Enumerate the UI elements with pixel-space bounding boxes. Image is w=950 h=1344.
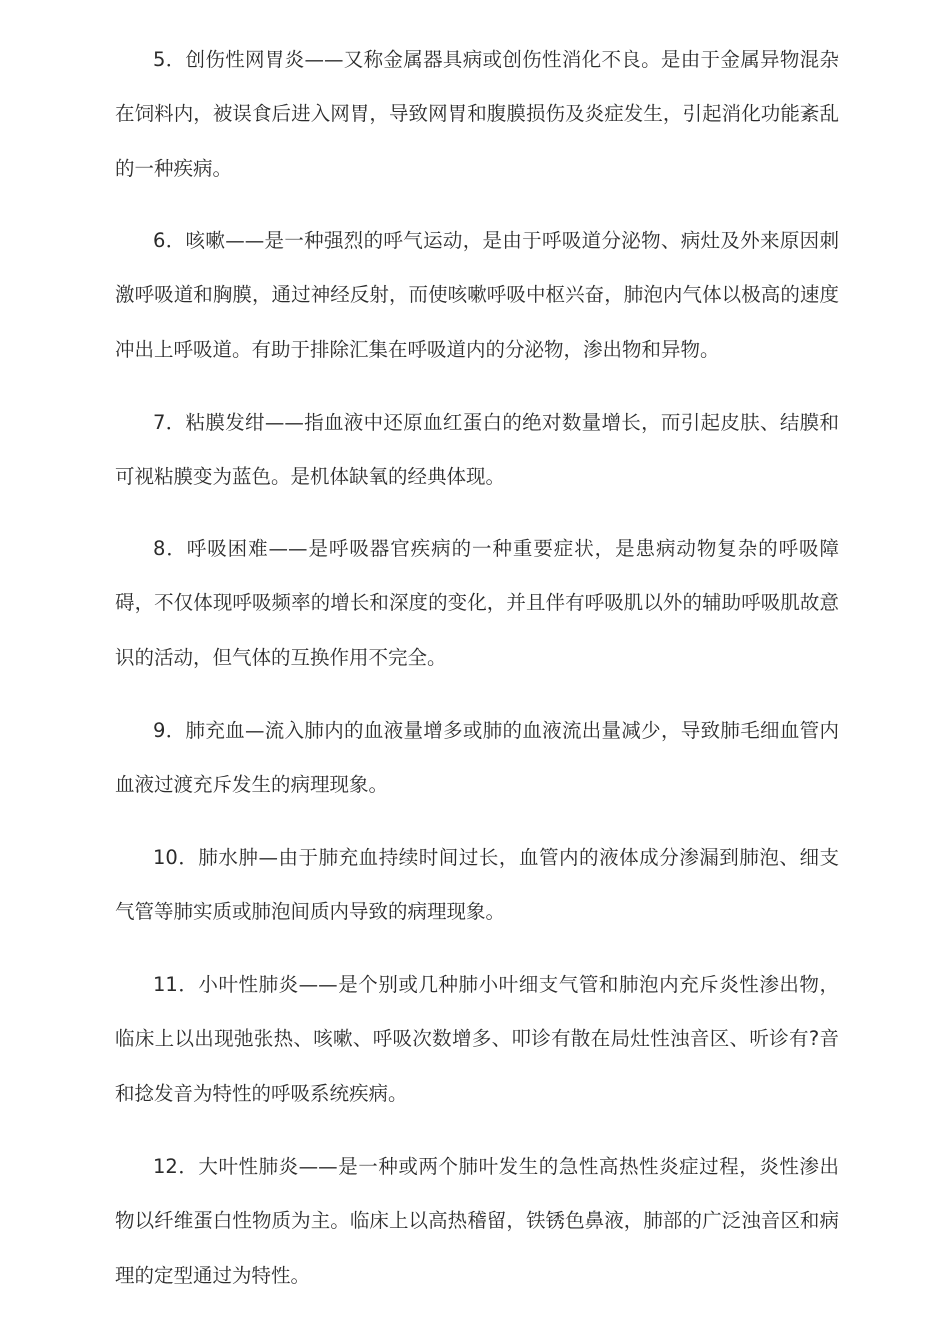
- definition-paragraph-11: 11．小叶性肺炎——是个别或几种肺小叶细支气管和肺泡内充斥炎性渗出物，临床上以出现弛张热、咳嗽、呼吸次数增多、叩诊有散在局灶性浊音区、听诊有?音和捻发音为特性的呼吸系统疾病。: [115, 973, 839, 1105]
- definition-paragraph-5: 5．创伤性网胃炎——又称金属器具病或创伤性消化不良。是由于金属异物混杂在饲料内，被误食后进入网胃，导致网胃和腹膜损伤及炎症发生，引起消化功能紊乱的一种疾病。: [115, 48, 839, 180]
- definition-paragraph-12: 12．大叶性肺炎——是一种或两个肺叶发生的急性高热性炎症过程，炎性渗出物以纤维蛋白性物质为主。临床上以高热稽留，铁锈色鼻液，肺部的广泛浊音区和病理的定型通过为特性。: [115, 1155, 839, 1287]
- definition-paragraph-7: 7．粘膜发绀——指血液中还原血红蛋白的绝对数量增长，而引起皮肤、结膜和可视粘膜变为蓝色。是机体缺氧的经典体现。: [115, 411, 839, 489]
- definition-paragraph-10: 10．肺水肿—由于肺充血持续时间过长，血管内的液体成分渗漏到肺泡、细支气管等肺实质或肺泡间质内导致的病理现象。: [115, 846, 839, 924]
- definition-paragraph-8: 8．呼吸困难——是呼吸器官疾病的一种重要症状，是患病动物复杂的呼吸障碍，不仅体现呼吸频率的增长和深度的变化，并且伴有呼吸肌以外的辅助呼吸肌故意识的活动，但气体的互换作用不完全。: [115, 537, 839, 669]
- definition-paragraph-6: 6．咳嗽——是一种强烈的呼气运动，是由于呼吸道分泌物、病灶及外来原因刺激呼吸道和胸膜，通过神经反射，而使咳嗽呼吸中枢兴奋，肺泡内气体以极高的速度冲出上呼吸道。有助于排除汇集在呼吸道内的分泌物，渗出物和异物。: [115, 229, 839, 361]
- definition-paragraph-9: 9．肺充血—流入肺内的血液量增多或肺的血液流出量减少，导致肺毛细血管内血液过渡充斥发生的病理现象。: [115, 719, 839, 797]
